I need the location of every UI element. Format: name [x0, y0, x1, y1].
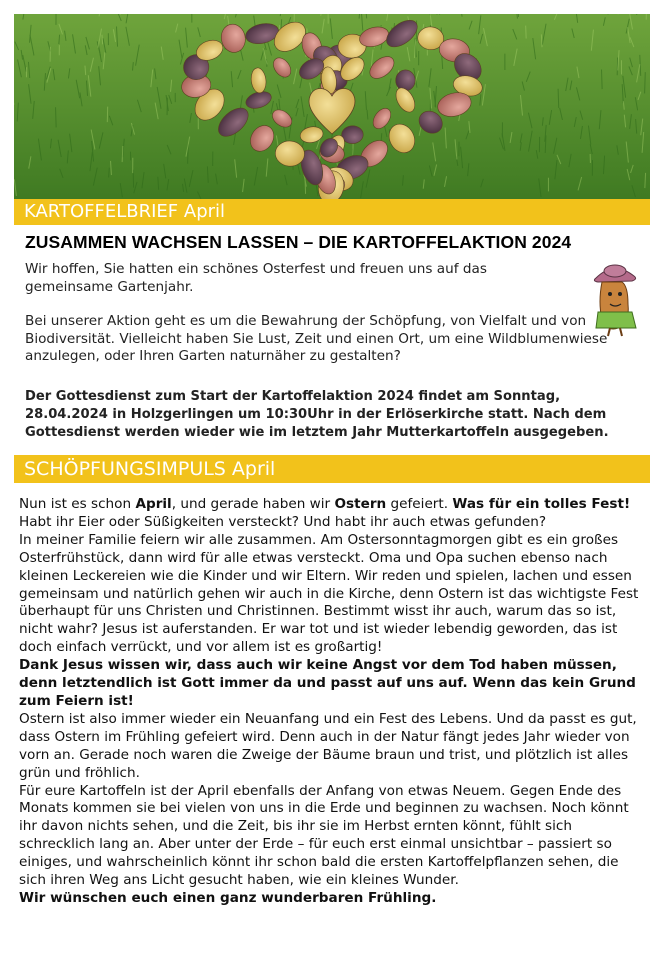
story-text: gefeiert. — [386, 496, 453, 512]
intro-text — [25, 261, 625, 366]
page-title: ZUSAMMEN WACHSEN LASSEN – DIE KARTOFFELAKTION 2024 — [25, 232, 572, 252]
story-emphasis: Wir wünschen euch einen ganz wunderbaren Frühling. — [19, 889, 437, 906]
story-text: Nun ist es schon — [19, 496, 136, 512]
letter-banner-title: KARTOFFELBRIEF April — [24, 201, 226, 222]
hero-photo — [14, 14, 650, 200]
story-emphasis: Dank Jesus wissen wir, dass auch wir keine Angst vor dem Tod haben müssen, denn letztendlich ist Gott immer da und passt auf uns auf. Wenn das kein Grund zum Feiern ist! — [19, 657, 636, 709]
story-text: Habt ihr Eier oder Süßigkeiten versteckt? Und habt ihr auch etwas gefunden? — [19, 513, 547, 530]
letter-banner — [14, 199, 650, 225]
story-paragraph-1 — [19, 496, 644, 532]
intro-paragraph-2: Bei unserer Aktion geht es um die Bewahrung der Schöpfung, von Vielfalt und von Biodiversität. Vielleicht haben Sie Lust, Zeit und einen Ort, um eine Wildblumenwiese anzulegen, oder Ihren Garten naturnäher zu gestalten? — [25, 313, 608, 364]
story-emphasis: Ostern — [334, 496, 387, 512]
story-emphasis: April — [135, 496, 172, 512]
impulse-story — [19, 496, 644, 908]
story-paragraph-2: In meiner Familie feiern wir alle zusammen. Am Ostersonntagmorgen gibt es ein großes Osterfrühstück, dann wird für alle etwas versteckt. Oma und Opa suchen ebenso nach kleinen Leckereien wie die Kinder und wir Eltern. Wir reden und spielen, lachen und essen gemeinsam und natürlich gehen wir auch in die Kirche, denn Ostern ist das wichtigste Fest überhaupt für uns Christen und Christinnen. Bestimmt wisst ihr auch, warum das so ist, nicht wahr? Jesus ist auferstanden. Er war tot und ist wieder lebendig geworden, das ist doch einfach verrückt, und vor allem ist es großartig! — [19, 531, 639, 656]
potato-mascot-icon — [588, 262, 640, 338]
story-emphasis: Was für ein tolles Fest! — [452, 496, 631, 512]
intro-paragraph-1: Wir hoffen, Sie hatten ein schönes Osterfest und freuen uns auf das gemeinsame Gartenjahr. — [25, 261, 487, 295]
story-paragraph-4: Ostern ist also immer wieder ein Neuanfang und ein Fest des Lebens. Und da passt es gut, dass Ostern im Frühling gefeiert wird. Denn auch in der Natur fängt jedes Jahr wieder von vorn an. Gerade noch waren die Zweige der Bäume braun und trist, und plötzlich ist alles grün und fröhlich. — [19, 710, 637, 781]
impulse-banner — [14, 455, 650, 483]
story-text: , und gerade haben wir — [171, 496, 335, 512]
story-paragraph-5: Für eure Kartoffeln ist der April ebenfalls der Anfang von etwas Neuem. Gegen Ende des Monats kommen sie bei vielen von uns in die Erde und beginnen zu wachsen. Noch könnt ihr davon nichts sehen, und die Zeit, bis ihr sie im Herbst ernten könnt, fühlt sich schrecklich lang an. Aber unter der Erde – für euch erst einmal unsichtbar – passiert so einiges, und wahrscheinlich könnt ihr schon bald die ersten Kartoffelpflanzen sehen, die sich ihren Weg ans Licht gesucht haben, wie ein kleines Wunder. — [19, 782, 629, 889]
impulse-banner-title: SCHÖPFUNGSIMPULS April — [24, 458, 276, 480]
story-paragraph-3 — [19, 657, 644, 711]
story-paragraph-6 — [19, 890, 644, 908]
service-announcement: Der Gottesdienst zum Start der Kartoffelaktion 2024 findet am Sonntag, 28.04.2024 in Holzgerlingen um 10:30Uhr in der Erlöserkirche statt. Nach dem Gottesdienst werden wieder wie im letztem Jahr Mutterkartoffeln ausgegeben. — [25, 389, 609, 440]
